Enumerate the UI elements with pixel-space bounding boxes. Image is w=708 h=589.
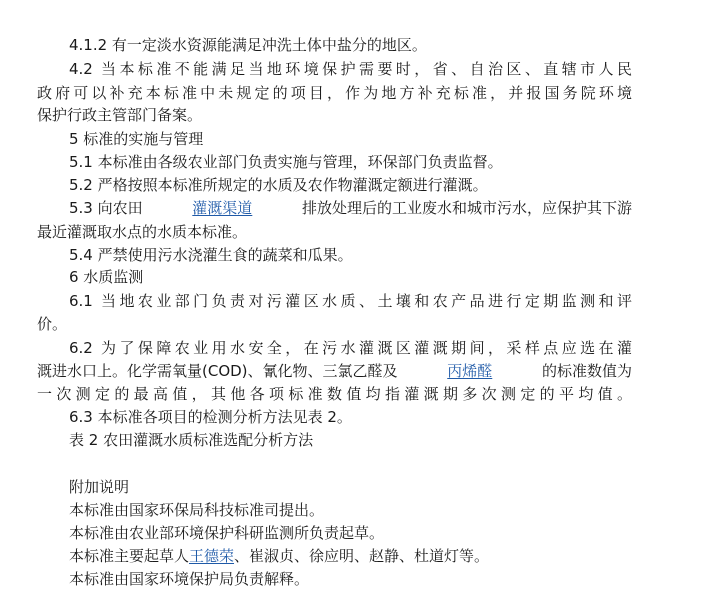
appendix-heading: 附加说明	[69, 477, 130, 496]
clause-6-2-line-2	[37, 361, 632, 381]
clause-5-3-line-2: 最近灌溉取水点的水质本标准。	[37, 222, 248, 241]
clause-6-1-line-2: 价。	[37, 315, 68, 334]
irrigation-channel-link[interactable]: 灌溉渠道	[192, 199, 253, 218]
clause-4-2-line-2: 政府可以补充本标准中未规定的项目，作为地方补充标准，并报国务院环境	[37, 83, 632, 102]
clause-4-2-line-1: 4.2 当本标准不能满足当地环境保护需要时，省、自治区、直辖市人民	[69, 60, 632, 79]
appendix-drafter: 本标准由农业部环境保护科研监测所负责起草。	[69, 524, 385, 543]
table-2-caption: 表 2 农田灌溉水质标准选配分析方法	[69, 430, 314, 449]
clause-6-2-text-b: 的标准数值为	[541, 361, 632, 380]
clause-4-2-line-3: 保护行政主管部门备案。	[37, 106, 203, 125]
appendix-authors	[69, 546, 489, 566]
clause-4-1-2: 4.1.2 有一定淡水资源能满足冲洗土体中盐分的地区。	[69, 36, 427, 54]
clause-6-2-line-3: 一次测定的最高值，其他各项标准数值均指灌溉期多次测定的平均值。	[37, 385, 632, 404]
clause-5-3-text-a: 5.3 向农田	[69, 199, 143, 218]
clause-6-1-line-1: 6.1 当地农业部门负责对污灌区水质、土壤和农产品进行定期监测和评	[69, 291, 632, 310]
appendix-authors-text-b: 、崔淑贞、徐应明、赵静、杜道灯等。	[234, 546, 490, 565]
clause-6-3: 6.3 本标准各项目的检测分析方法见表 2。	[69, 407, 352, 426]
appendix-proposer: 本标准由国家环保局科技标准司提出。	[69, 500, 325, 519]
appendix-authors-text-a: 本标准主要起草人	[69, 546, 190, 565]
clause-5-3-line-1	[69, 198, 632, 218]
section-5-heading: 5 标准的实施与管理	[69, 130, 204, 149]
clause-5-3-text-b: 排放处理后的工业废水和城市污水，应保护其下游	[301, 199, 632, 218]
clause-5-1: 5.1 本标准由各级农业部门负责实施与管理，环保部门负责监督。	[69, 152, 503, 171]
clause-5-4: 5.4 严禁使用污水浇灌生食的蔬菜和瓜果。	[69, 246, 353, 265]
appendix-interpretation: 本标准由国家环境保护局负责解释。	[69, 570, 310, 588]
author-wang-derong-link[interactable]: 王德荣	[189, 546, 235, 565]
acrolein-link[interactable]: 丙烯醛	[447, 361, 493, 380]
clause-6-2-text-a: 溉进水口上。化学需氧量(COD)、氰化物、三氯乙醛及	[37, 361, 398, 380]
section-6-heading: 6 水质监测	[69, 268, 144, 287]
clause-5-2: 5.2 严格按照本标准所规定的水质及农作物灌溉定额进行灌溉。	[69, 176, 488, 195]
clause-6-2-line-1: 6.2 为了保障农业用水安全，在污水灌溉区灌溉期间，采样点应选在灌	[69, 338, 632, 357]
